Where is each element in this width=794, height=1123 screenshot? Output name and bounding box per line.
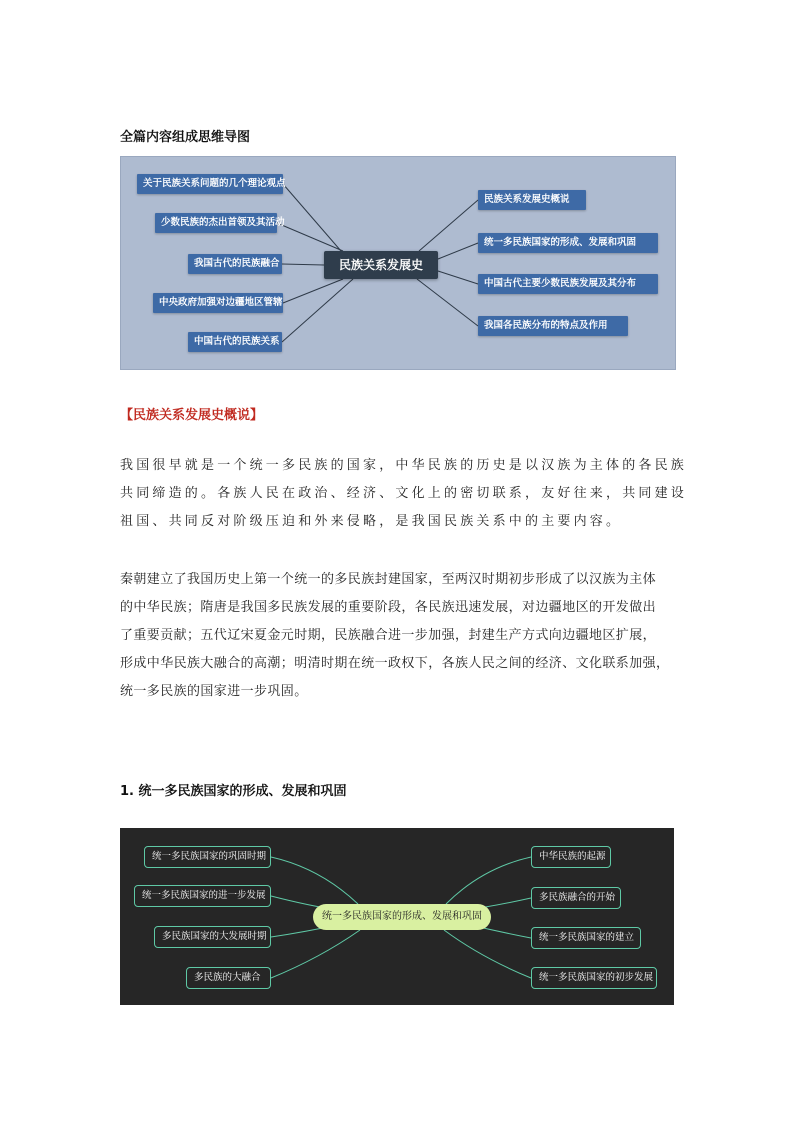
paragraph-line: 祖国、共同反对阶级压迫和外来侵略，是我国民族关系中的主要内容。 [120,514,623,529]
mindmap-node-border-governance: 中央政府加强对边疆地区管辖 [153,293,283,313]
mindmap2-node-great-development: 多民族国家的大发展时期 [154,926,271,948]
section1-heading: 1. 统一多民族国家的形成、发展和巩固 [120,784,347,799]
mindmap-center-topic: 民族关系发展史 [324,251,438,279]
paragraph-line: 了重要贡献；五代辽宋夏金元时期，民族融合进一步加强，封建生产方式向边疆地区扩展， [120,628,657,643]
mindmap2-node-initial-development: 统一多民族国家的初步发展 [531,967,657,989]
paragraph-intro [120,452,688,536]
mindmap-node-theory: 关于民族关系问题的几个理论观点 [137,174,283,194]
paragraph-line: 秦朝建立了我国历史上第一个统一的多民族封建国家，至两汉时期初步形成了以汉族为主体 [120,572,657,587]
mindmap2-node-fusion-start: 多民族融合的开始 [531,887,621,909]
paragraph-line: 形成中华民族大融合的高潮；明清时期在统一政权下，各族人民之间的经济、文化联系加强， [120,656,670,671]
mindmap2-node-origin: 中华民族的起源 [531,846,611,868]
mindmap2-node-establishment: 统一多民族国家的建立 [531,927,641,949]
paragraph-line: 我国很早就是一个统一多民族的国家，中华民族的历史是以汉族为主体的各民族 [120,458,688,473]
mindmap2-node-further-development: 统一多民族国家的进一步发展 [134,885,271,907]
mindmap-node-distribution: 我国各民族分布的特点及作用 [478,316,628,336]
mindmap-node-unified-state: 统一多民族国家的形成、发展和巩固 [478,233,658,253]
paragraph-line: 统一多民族的国家进一步巩固。 [120,684,308,699]
mindmap-heading: 全篇内容组成思维导图 [120,130,251,145]
mindmap-node-overview: 民族关系发展史概说 [478,190,586,210]
mindmap2-node-consolidation: 统一多民族国家的巩固时期 [144,846,271,868]
mindmap-node-leaders: 少数民族的杰出首领及其活动 [155,213,277,233]
mindmap-overview [120,156,676,370]
paragraph-history [120,566,676,706]
mindmap-node-minorities: 中国古代主要少数民族发展及其分布 [478,274,658,294]
section-title: 【民族关系发展史概说】 [120,408,264,423]
mindmap-node-ancient-fusion: 我国古代的民族融合 [188,254,282,274]
mindmap-node-ancient-relations: 中国古代的民族关系 [188,332,282,352]
paragraph-line: 的中华民族；隋唐是我国多民族发展的重要阶段，各民族迅速发展，对边疆地区的开发做出 [120,600,657,615]
mindmap2-center-topic: 统一多民族国家的形成、发展和巩固 [313,904,491,930]
mindmap2-node-great-fusion: 多民族的大融合 [186,967,271,989]
paragraph-line: 共同缔造的。各族人民在政治、经济、文化上的密切联系，友好往来，共同建设 [120,486,688,501]
mindmap-unified-state [120,828,674,1005]
